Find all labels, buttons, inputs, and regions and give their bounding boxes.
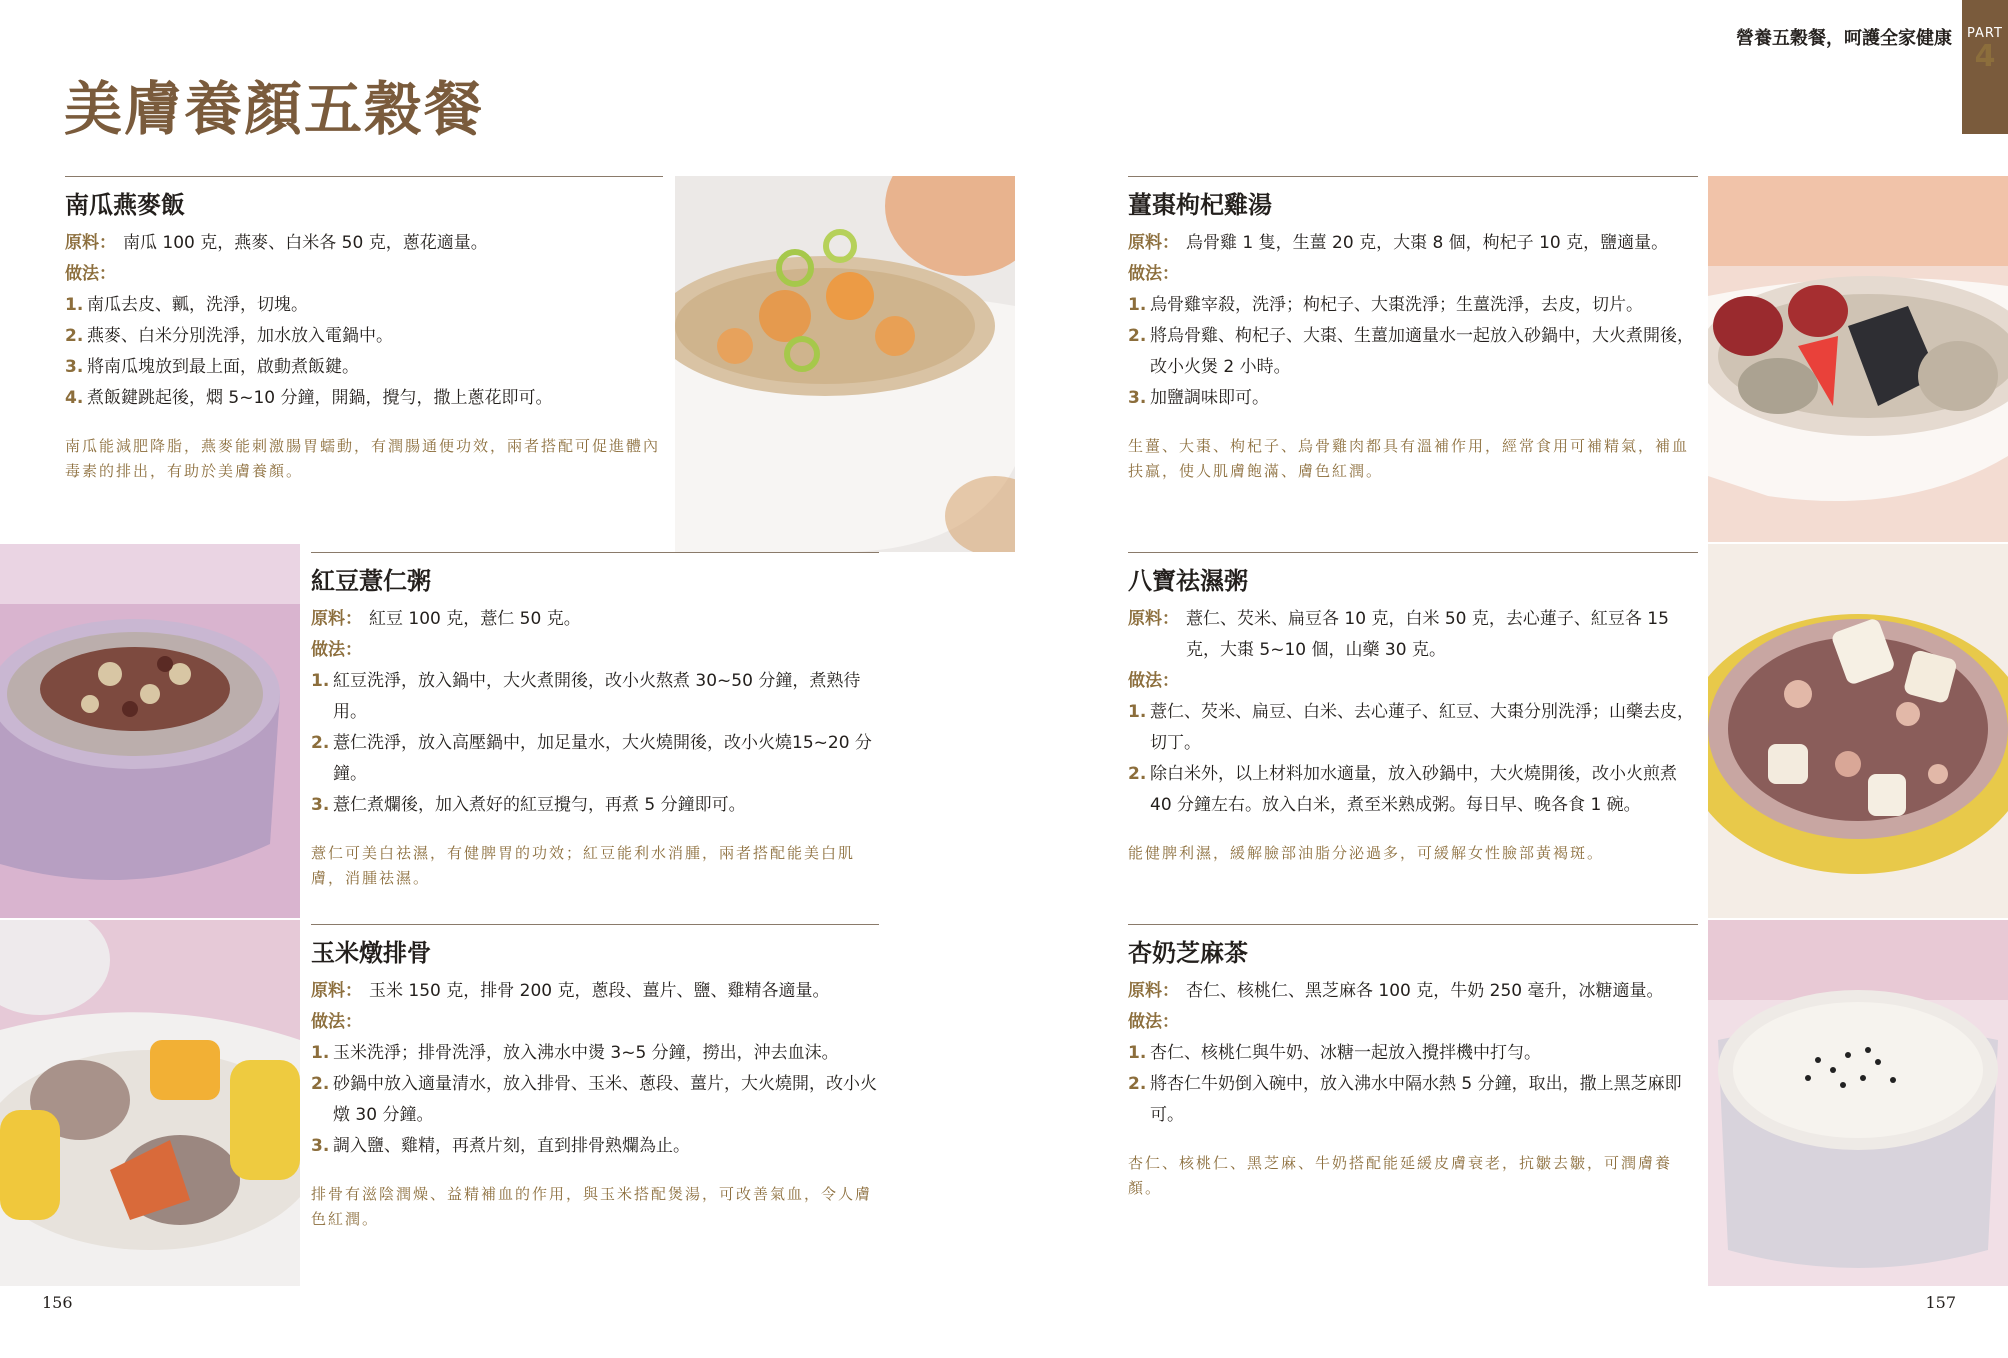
recipe-title: 薑棗枸杞雞湯 (1128, 190, 1272, 219)
step (65, 352, 663, 383)
ingredients-text: 杏仁、核桃仁、黑芝麻各 100 克，牛奶 250 毫升，冰糖適量。 (1186, 981, 1664, 1001)
step-text: 薏仁煮爛後，加入煮好的紅豆攪勻，再煮 5 分鐘即可。 (333, 795, 746, 815)
step-text: 將烏骨雞、枸杞子、大棗、生薑加適量水一起放入砂鍋中，大火煮開後，改小火煲 2 小時。 (1150, 326, 1694, 377)
step (311, 790, 879, 821)
step-text: 薏仁洗淨，放入高壓鍋中，加足量水，大火燒開後，改小火燒15~20 分鐘。 (333, 733, 872, 784)
photo-almond-sesame-tea (1708, 920, 2008, 1286)
page-number-left: 156 (42, 1293, 73, 1312)
step (1128, 697, 1698, 759)
method-label: 做法： (1128, 671, 1179, 691)
step-text: 砂鍋中放入適量清水，放入排骨、玉米、蔥段、薑片，大火燒開，改小火燉 30 分鐘。 (333, 1074, 877, 1125)
step-number: 1. (311, 671, 330, 691)
step (1128, 759, 1698, 821)
recipe-title: 杏奶芝麻茶 (1128, 938, 1248, 967)
step-text: 煮飯鍵跳起後，燜 5~10 分鐘，開鍋，攪勻，撒上蔥花即可。 (87, 388, 553, 408)
step-text: 薏仁、芡米、扁豆、白米、去心蓮子、紅豆、大棗分別洗淨；山藥去皮，切丁。 (1150, 702, 1694, 753)
step-number: 4. (65, 388, 84, 408)
step-number: 2. (65, 326, 84, 346)
step (1128, 1069, 1698, 1131)
recipe-title: 南瓜燕麥飯 (65, 190, 185, 219)
step-text: 南瓜去皮、瓤，洗淨，切塊。 (87, 295, 308, 315)
step-text: 燕麥、白米分別洗淨，加水放入電鍋中。 (87, 326, 393, 346)
method-label: 做法： (1128, 264, 1179, 284)
page-title: 美膚養顏五穀餐 (64, 75, 485, 143)
page-number-right: 157 (1925, 1293, 1956, 1312)
recipe-note: 能健脾利濕，緩解臉部油脂分泌過多，可緩解女性臉部黃褐斑。 (1128, 844, 1605, 862)
part-tab (1962, 0, 2008, 134)
step (1128, 321, 1698, 383)
step-text: 杏仁、核桃仁與牛奶、冰糖一起放入攪拌機中打勻。 (1150, 1043, 1541, 1063)
step (311, 728, 879, 790)
recipe-title: 紅豆薏仁粥 (311, 566, 431, 595)
step (311, 1038, 879, 1069)
step (311, 1069, 879, 1131)
recipe-eight-treasure-porridge (1128, 552, 1698, 866)
ingredients-label: 原料： (1128, 981, 1179, 1001)
ingredients-label: 原料： (311, 609, 362, 629)
photo-eight-treasure-porridge (1708, 544, 2008, 918)
recipe-note: 薏仁可美白祛濕，有健脾胃的功效；紅豆能利水消腫，兩者搭配能美白肌膚，消腫祛濕。 (311, 844, 856, 887)
ingredients-text: 烏骨雞 1 隻，生薑 20 克，大棗 8 個，枸杞子 10 克，鹽適量。 (1186, 233, 1669, 253)
photo-corn-rib-stew (0, 920, 300, 1286)
step (65, 290, 663, 321)
step (65, 321, 663, 352)
step-number: 1. (311, 1043, 330, 1063)
step-text: 紅豆洗淨，放入鍋中，大火煮開後，改小火熬煮 30~50 分鐘，煮熟待用。 (333, 671, 861, 722)
step-number: 3. (65, 357, 84, 377)
step-text: 烏骨雞宰殺，洗淨；枸杞子、大棗洗淨；生薑洗淨，去皮，切片。 (1150, 295, 1643, 315)
step-number: 2. (1128, 1074, 1147, 1094)
step-number: 1. (65, 295, 84, 315)
step (311, 666, 879, 728)
recipe-red-bean-porridge (311, 552, 879, 891)
step-text: 調入鹽、雞精，再煮片刻，直到排骨熟爛為止。 (333, 1136, 690, 1156)
recipe-almond-milk-sesame-tea (1128, 924, 1698, 1201)
step-number: 2. (311, 733, 330, 753)
part-label: PART (1967, 26, 2003, 41)
step-number: 2. (1128, 764, 1147, 784)
recipe-ginger-date-chicken-soup (1128, 176, 1698, 484)
ingredients (1128, 228, 1698, 259)
ingredients-text: 玉米 150 克，排骨 200 克，蔥段、薑片、鹽、雞精各適量。 (369, 981, 830, 1001)
method-label: 做法： (311, 640, 362, 660)
step-number: 1. (1128, 1043, 1147, 1063)
photo-red-bean-porridge (0, 544, 300, 918)
ingredients-text: 南瓜 100 克，燕麥、白米各 50 克，蔥花適量。 (123, 233, 488, 253)
ingredients (65, 228, 663, 259)
ingredients-label: 原料： (65, 233, 116, 253)
step-text: 加鹽調味即可。 (1150, 388, 1269, 408)
ingredients (311, 604, 879, 635)
recipe-title: 玉米燉排骨 (311, 938, 431, 967)
recipe-divider (65, 176, 663, 177)
method-label: 做法： (311, 1012, 362, 1032)
step (1128, 1038, 1698, 1069)
step (65, 383, 663, 414)
photo-pumpkin-oat-rice (675, 176, 1015, 552)
ingredients-label: 原料： (1128, 609, 1179, 629)
recipe-divider (1128, 924, 1698, 925)
step-text: 玉米洗淨；排骨洗淨，放入沸水中燙 3~5 分鐘，撈出，沖去血沫。 (333, 1043, 839, 1063)
step (311, 1131, 879, 1162)
step-number: 2. (1128, 326, 1147, 346)
recipe-divider (1128, 552, 1698, 553)
step (1128, 290, 1698, 321)
step (1128, 383, 1698, 414)
ingredients-text: 薏仁、芡米、扁豆各 10 克，白米 50 克，去心蓮子、紅豆各 15 克，大棗 5~10 個，山藥 30 克。 (1186, 609, 1669, 660)
method-label: 做法： (1128, 1012, 1179, 1032)
step-number: 3. (311, 1136, 330, 1156)
recipe-pumpkin-oat-rice (65, 176, 663, 484)
part-number: 4 (1974, 39, 1996, 74)
ingredients-label: 原料： (311, 981, 362, 1001)
method-label: 做法： (65, 264, 116, 284)
step-text: 除白米外，以上材料加水適量，放入砂鍋中，大火燒開後，改小火煎煮 40 分鐘左右。放入白米，煮至米熟成粥。每日早、晚各食 1 碗。 (1150, 764, 1677, 815)
ingredients-label: 原料： (1128, 233, 1179, 253)
step-text: 將南瓜塊放到最上面，啟動煮飯鍵。 (87, 357, 359, 377)
step-number: 2. (311, 1074, 330, 1094)
step-number: 3. (311, 795, 330, 815)
ingredients-text: 紅豆 100 克，薏仁 50 克。 (369, 609, 581, 629)
photo-chicken-soup (1708, 176, 2008, 542)
recipe-divider (311, 552, 879, 553)
recipe-note: 生薑、大棗、枸杞子、烏骨雞肉都具有溫補作用，經常食用可補精氣，補血扶羸，使人肌膚飽滿、膚色紅潤。 (1128, 437, 1690, 480)
recipe-corn-rib-stew (311, 924, 879, 1232)
running-head: 營養五穀餐，呵護全家健康 (1736, 28, 1952, 49)
recipe-note: 杏仁、核桃仁、黑芝麻、牛奶搭配能延緩皮膚衰老，抗皺去皺，可潤膚養顏。 (1128, 1154, 1673, 1197)
recipe-title: 八寶祛濕粥 (1128, 566, 1248, 595)
step-number: 1. (1128, 702, 1147, 722)
recipe-divider (1128, 176, 1698, 177)
step-number: 1. (1128, 295, 1147, 315)
ingredients (1128, 976, 1698, 1007)
recipe-note: 南瓜能減肥降脂，燕麥能刺激腸胃蠕動，有潤腸通便功效，兩者搭配可促進體內毒素的排出，有助於美膚養顏。 (65, 437, 661, 480)
step-number: 3. (1128, 388, 1147, 408)
ingredients (1128, 604, 1698, 666)
recipe-note: 排骨有滋陰潤燥、益精補血的作用，與玉米搭配煲湯，可改善氣血，令人膚色紅潤。 (311, 1185, 873, 1228)
ingredients (311, 976, 879, 1007)
recipe-divider (311, 924, 879, 925)
step-text: 將杏仁牛奶倒入碗中，放入沸水中隔水熱 5 分鐘，取出，撒上黑芝麻即可。 (1150, 1074, 1682, 1125)
